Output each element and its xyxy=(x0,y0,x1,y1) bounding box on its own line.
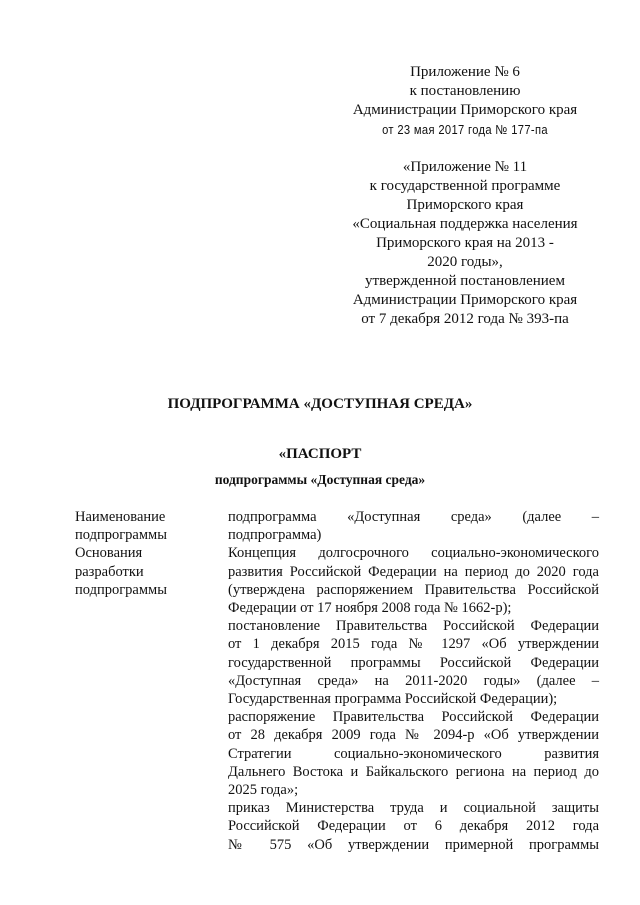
annex-block-program xyxy=(340,158,590,329)
label-name: Наименование xyxy=(75,509,166,525)
decree-date-stamp: от 23 мая 2017 года № 177-па xyxy=(382,122,548,137)
subprogram-title: ПОДПРОГРАММА «ДОСТУПНАЯ СРЕДА» xyxy=(167,396,473,412)
annex-program-line: Приморского края на 2013 - xyxy=(376,235,554,251)
passport-title: «ПАСПОРТ xyxy=(278,446,362,462)
passport-right-content xyxy=(228,508,599,854)
annex-block-decree xyxy=(340,63,590,139)
annex-program-line: от 7 декабря 2012 года № 393-па xyxy=(361,311,569,327)
label-basis: подпрограммы xyxy=(75,581,167,598)
annex-program-line: к государственной программе xyxy=(369,178,561,194)
annex-to-decree: к постановлению xyxy=(409,83,521,99)
label-basis: Основания xyxy=(75,545,143,562)
basis-ministry-order-paragraph: приказ Министерства труда и социальной защиты Российской Федерации от 6 декабря 2012 года № 575 «Об утверждении примерной программы xyxy=(228,800,599,853)
label-basis: разработки xyxy=(75,563,144,580)
annex-program-line: Администрации Приморского края xyxy=(352,292,578,308)
subprogram-name-text: подпрограмма «Доступная среда» (далее – подпрограмма) xyxy=(228,509,599,544)
annex-program-line: «Приложение № 11 xyxy=(402,159,528,175)
annex-program-line: «Социальная поддержка населения xyxy=(352,216,578,232)
annex-program-line: 2020 годы», xyxy=(427,254,503,270)
basis-order-paragraph: распоряжение Правительства Российской Федерации от 28 декабря 2009 года № 2094-р «Об утверждении Стратегии социально-экономического развития Дальнего Востока и Байкальского региона на период до 2025 года»; xyxy=(228,709,599,799)
annex-program-line: утвержденной постановлением xyxy=(365,273,565,289)
basis-concept-paragraph: Концепция долгосрочного социально-экономического развития Российской Федерации на период до 2020 года (утверждена распоряжением Правительства Российской Федерации от 17 ноября 2008 года № 1662-р); xyxy=(228,545,599,617)
label-name: подпрограммы xyxy=(75,527,167,544)
passport-subtitle: подпрограммы «Доступная среда» xyxy=(214,472,426,487)
basis-resolution-paragraph: постановление Правительства Российской Федерации от 1 декабря 2015 года № 1297 «Об утверждении государственной программы Российской Федерации «Доступная среда» на 2011-2020 годы» (далее – Государственная программа Российской Федерации); xyxy=(228,618,599,708)
passport-left-labels xyxy=(75,508,167,599)
annex-number: Приложение № 6 xyxy=(410,64,520,80)
annex-program-line: Приморского края xyxy=(406,197,524,213)
annex-administration: Администрации Приморского края xyxy=(352,102,578,118)
